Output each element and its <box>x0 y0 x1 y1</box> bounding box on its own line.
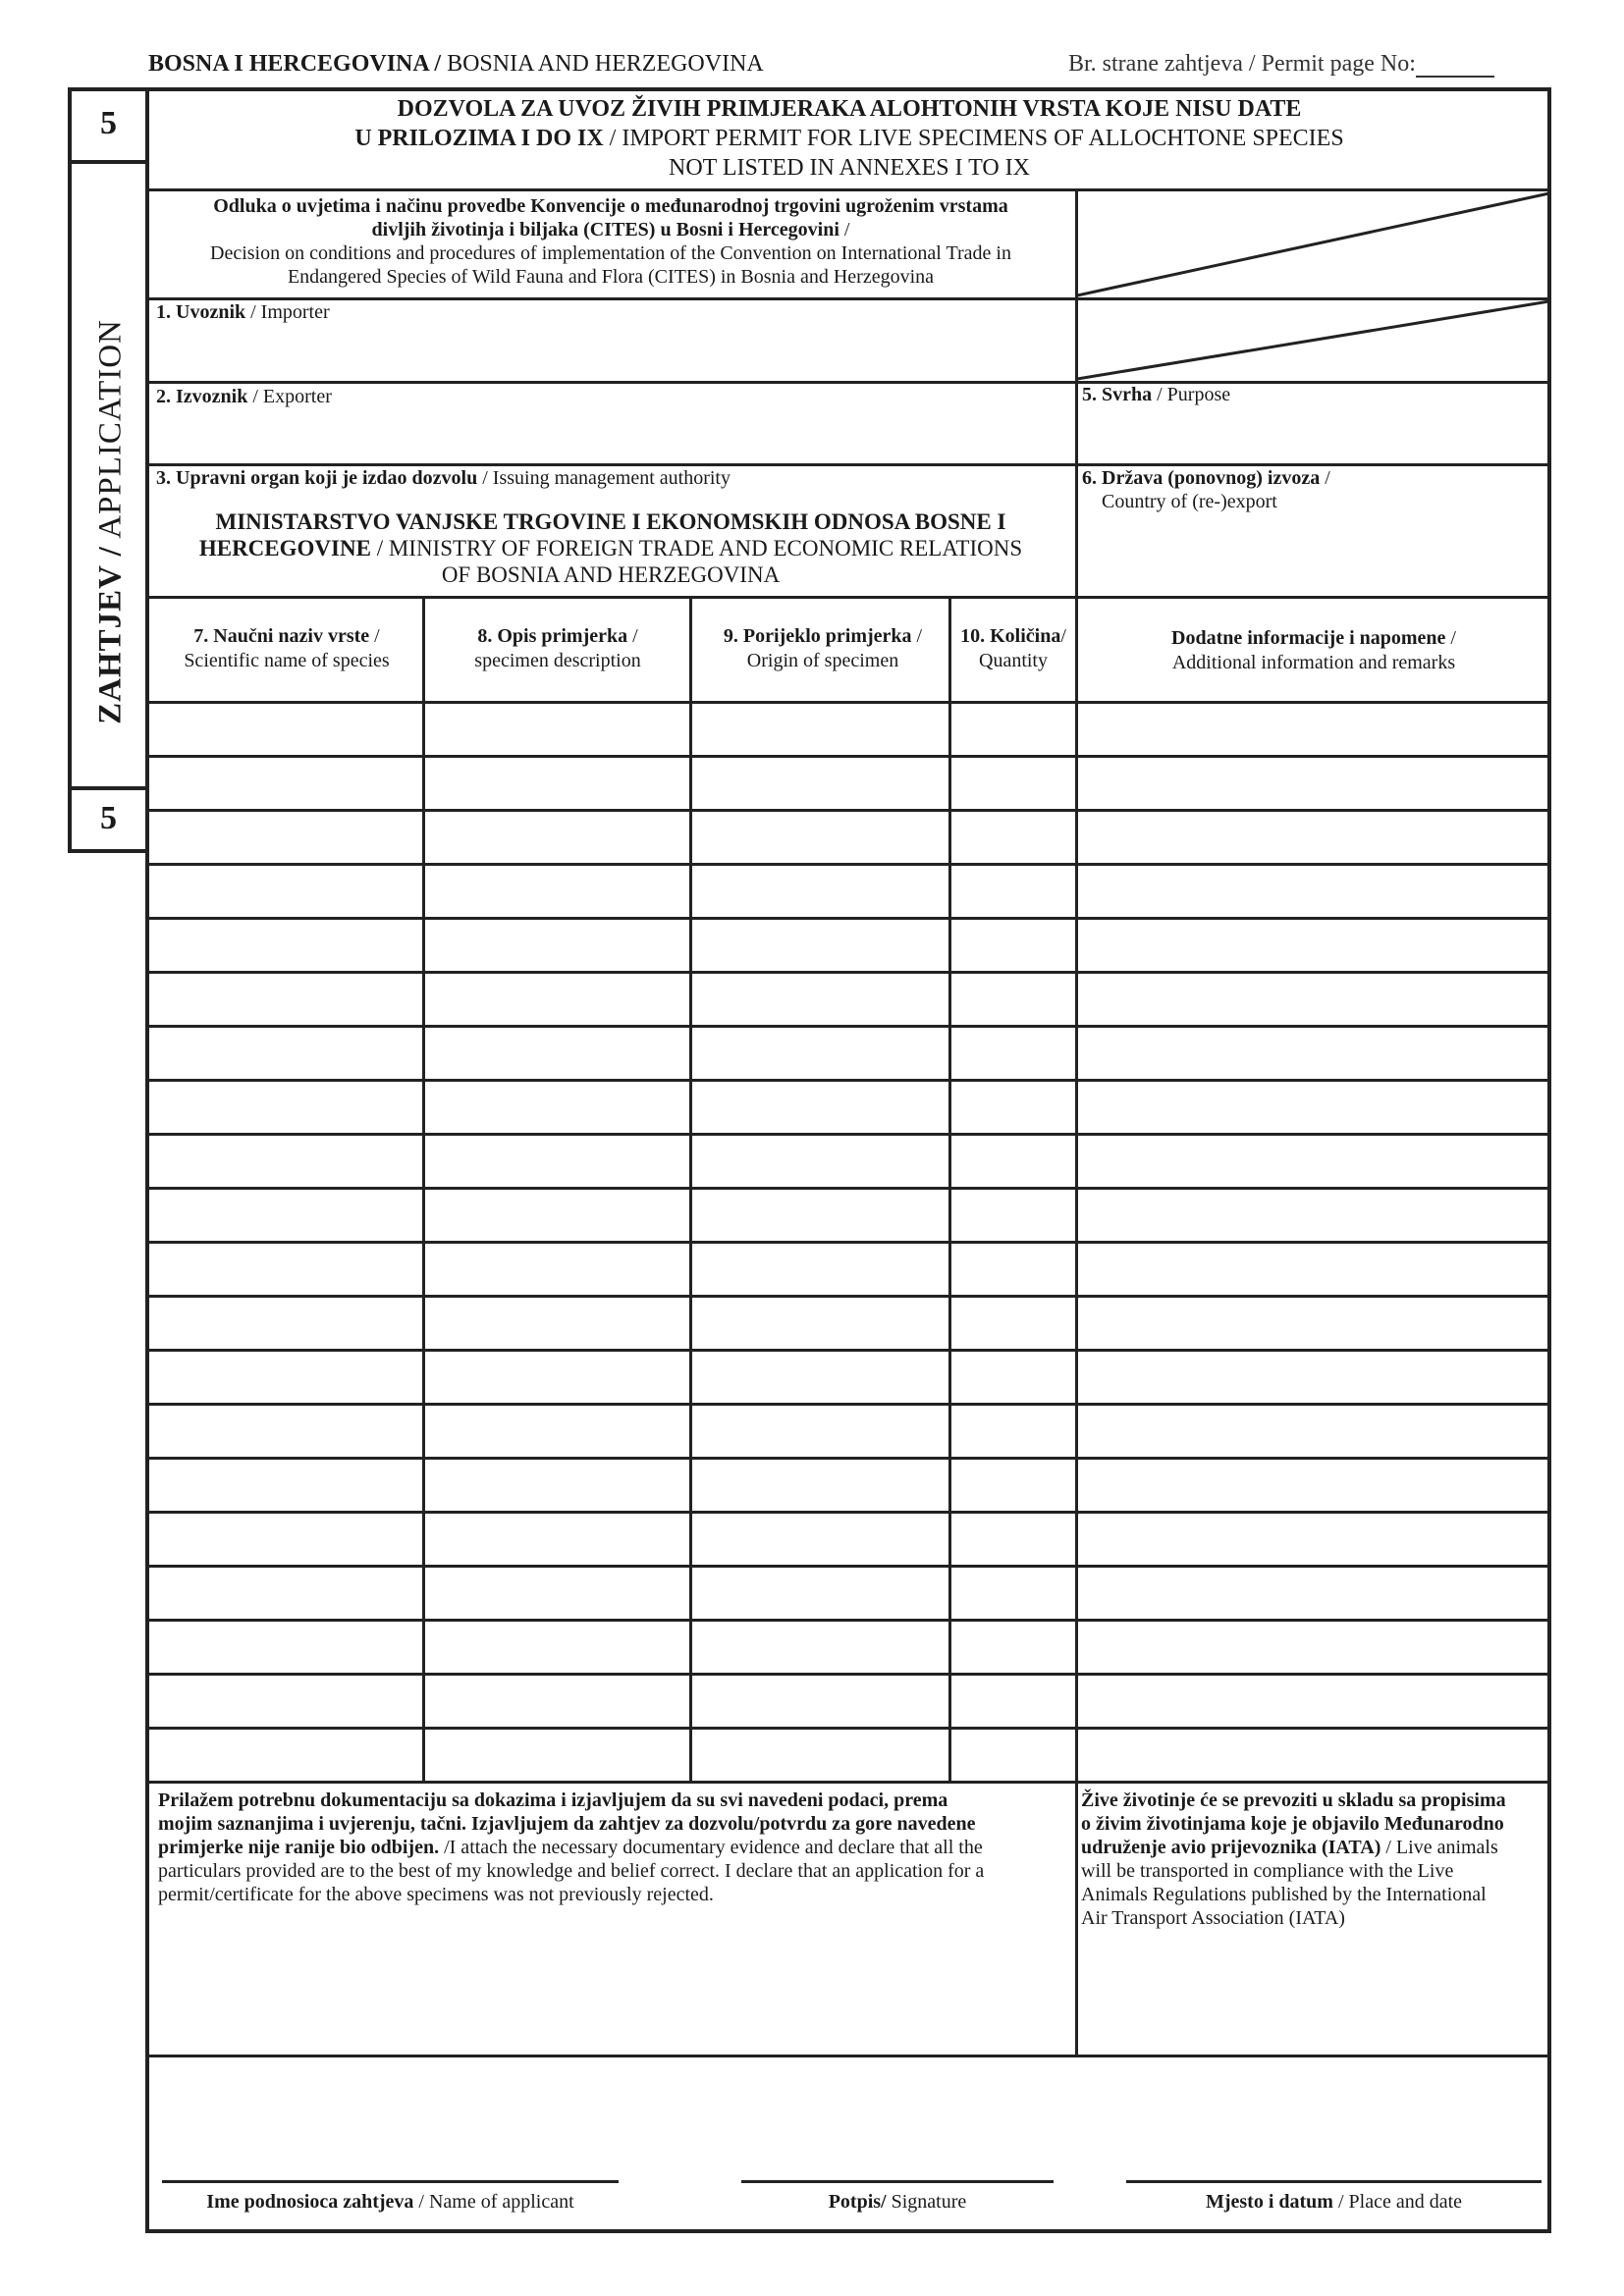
decision-en-line2: Endangered Species of Wild Fauna and Flora (CITES) in Bosnia and Herzegovina <box>287 266 935 288</box>
sidebar-label-bs: ZAHTJEV / <box>92 546 129 724</box>
header-country <box>148 51 764 78</box>
purpose-label-en: / Purpose <box>1152 384 1231 405</box>
applicant-name-en: / Name of applicant <box>413 2191 574 2213</box>
table-row <box>147 1403 1551 1406</box>
place-date-line[interactable] <box>1126 2180 1542 2183</box>
col-qty-sep: / <box>1060 625 1066 647</box>
importer-label-bs: 1. Uvoznik <box>156 301 246 323</box>
place-date-en: / Place and date <box>1332 2191 1463 2213</box>
sidebar-vertical-label <box>93 316 130 728</box>
country-label-bs: 6. Država (ponovnog) izvoza <box>1082 467 1321 489</box>
importer-label-en: / Importer <box>245 301 330 323</box>
country-en: BOSNIA AND HERZEGOVINA <box>441 51 764 77</box>
divider-authority <box>147 596 1551 599</box>
table-row <box>147 1781 1551 1784</box>
table-row <box>147 755 1551 758</box>
applicant-name-line[interactable] <box>162 2180 619 2183</box>
purpose-label-bs: 5. Svrha <box>1082 384 1153 405</box>
signature-en: Signature <box>886 2191 967 2213</box>
iata-en-line5: Animals Regulations published by the International <box>1081 1884 1487 1905</box>
exporter-field[interactable] <box>156 385 1069 461</box>
column-header-quantity <box>952 624 1074 673</box>
col-origin-en: Origin of specimen <box>746 650 899 671</box>
table-row <box>147 1025 1551 1028</box>
decision-bs-line2: divljih životinja i biljaka (CITES) u Bosni i Hercegovini <box>371 219 839 240</box>
decl-en-line4: particulars provided are to the best of my knowledge and belief correct. I declare that an application for a <box>158 1860 985 1882</box>
sidebar-separator-bottom <box>72 786 145 790</box>
table-row <box>147 1727 1551 1730</box>
title-line2-en: / IMPORT PERMIT FOR LIVE SPECIMENS OF ALLOCHTONE SPECIES <box>603 126 1344 151</box>
permit-page-label: Br. strane zahtjeva / Permit page No: <box>1068 51 1416 77</box>
sidebar-label-en: APPLICATION <box>92 319 129 547</box>
col-species-en: Scientific name of species <box>184 650 390 671</box>
col-remarks-bs: Dodatne informacije i napomene <box>1171 627 1446 649</box>
place-date-label <box>1126 2191 1542 2214</box>
col-desc-sep: / <box>627 625 638 647</box>
column-header-species <box>150 624 423 673</box>
exporter-label-en: / Exporter <box>247 386 332 407</box>
exporter-label-bs: 2. Izvoznik <box>156 386 248 407</box>
signature-bs: Potpis/ <box>828 2191 887 2213</box>
decision-bs-line1: Odluka o uvjetima i načinu provedbe Konvencije o međunarodnoj trgovini ugroženim vrstama <box>213 195 1008 217</box>
country-field[interactable] <box>1082 466 1543 594</box>
permit-page-no[interactable] <box>1068 51 1494 78</box>
decl-bs-line1: Prilažem potrebnu dokumentaciju sa dokazima i izjavljujem da su svi navedeni podaci, prema <box>158 1789 948 1811</box>
iata-en-line6: Air Transport Association (IATA) <box>1081 1907 1345 1929</box>
place-date-bs: Mjesto i datum <box>1205 2191 1333 2213</box>
column-header-description <box>425 624 690 673</box>
col-desc-bs: 8. Opis primjerka <box>477 625 628 647</box>
table-row <box>147 1673 1551 1676</box>
declaration-text <box>158 1789 1071 1906</box>
table-row <box>147 1619 1551 1622</box>
iata-bs-line2: o živim životinjama koje je objavilo Međunarodno <box>1081 1813 1504 1835</box>
title-line2 <box>147 124 1551 153</box>
authority-field <box>156 466 1069 490</box>
decl-bs-line2: mojim saznanjima i uvjerenju, tačni. Izjavljujem da zahtjev za dozvolu/potvrdu za gore navedene <box>158 1813 976 1835</box>
table-row <box>147 971 1551 974</box>
iata-text <box>1081 1789 1546 1930</box>
form-title <box>147 94 1551 183</box>
authority-name-bs2: HERCEGOVINE <box>198 536 371 561</box>
table-row <box>147 1295 1551 1298</box>
col-species-sep: / <box>369 625 380 647</box>
authority-name-en1: / MINISTRY OF FOREIGN TRADE AND ECONOMIC RELATIONS <box>370 536 1023 561</box>
col-qty-en: Quantity <box>979 650 1048 671</box>
table-row <box>147 1133 1551 1136</box>
col-origin-bs: 9. Porijeklo primjerka <box>723 625 912 647</box>
table-row <box>147 1187 1551 1190</box>
table-row <box>147 1565 1551 1568</box>
col-species-bs: 7. Naučni naziv vrste <box>193 625 370 647</box>
table-row <box>147 1511 1551 1514</box>
authority-name-en2: OF BOSNIA AND HERZEGOVINA <box>441 562 781 587</box>
column-header-remarks <box>1078 626 1549 675</box>
authority-label-en: / Issuing management authority <box>477 467 731 489</box>
permit-page-field[interactable] <box>1416 56 1494 78</box>
sidebar-tab <box>68 87 145 853</box>
col-remarks-sep: / <box>1445 627 1456 649</box>
crossed-out-box-1 <box>1077 191 1549 297</box>
column-header-origin <box>694 624 951 673</box>
table-row <box>147 809 1551 812</box>
importer-field[interactable] <box>156 300 1069 379</box>
title-line1: DOZVOLA ZA UVOZ ŽIVIH PRIMJERAKA ALOHTONIH VRSTA KOJE NISU DATE <box>397 96 1302 122</box>
authority-name <box>149 508 1072 588</box>
decision-text <box>149 194 1072 289</box>
table-row <box>147 1241 1551 1244</box>
iata-en-line4: will be transported in compliance with the Live <box>1081 1860 1454 1882</box>
table-row <box>147 917 1551 920</box>
purpose-field[interactable] <box>1082 383 1543 461</box>
divider-column-header <box>147 701 1551 704</box>
sidebar-number-top: 5 <box>100 105 117 141</box>
sidebar-separator-top <box>72 160 145 164</box>
country-bs: BOSNA I HERCEGOVINA / <box>148 51 442 77</box>
col-remarks-en: Additional information and remarks <box>1171 652 1456 673</box>
title-line2-bs: U PRILOZIMA I DO IX <box>354 126 604 151</box>
decl-bs-line3: primjerke nije ranije bio odbijen. <box>158 1837 440 1858</box>
authority-name-bs1: MINISTARSTVO VANJSKE TRGOVINE I EKONOMSKIH ODNOSA BOSNE I <box>215 509 1006 534</box>
table-row <box>147 1457 1551 1460</box>
divider-declaration-middle <box>1075 1782 1078 2056</box>
col-qty-bs: 10. Količina <box>960 625 1061 647</box>
decision-sep: / <box>839 219 850 240</box>
decl-en-line5: permit/certificate for the above specimens was not previously rejected. <box>158 1884 714 1905</box>
applicant-name-bs: Ime podnosioca zahtjeva <box>206 2191 414 2213</box>
decl-en-line3: /I attach the necessary documentary evidence and declare that all the <box>439 1837 983 1858</box>
iata-en-line3: / Live animals <box>1380 1837 1498 1858</box>
signature-label <box>741 2191 1054 2214</box>
crossed-out-box-2 <box>1077 299 1549 381</box>
table-row <box>147 1079 1551 1082</box>
authority-label-bs: 3. Upravni organ koji je izdao dozvolu <box>156 467 478 489</box>
iata-bs-line1: Žive životinje će se prevoziti u skladu sa propisima <box>1081 1789 1506 1811</box>
applicant-name-label <box>157 2191 623 2214</box>
country-label-en: Country of (re-)export <box>1102 491 1277 512</box>
signature-line[interactable] <box>741 2180 1054 2183</box>
country-label-sep: / <box>1320 467 1330 489</box>
decision-en-line1: Decision on conditions and procedures of implementation of the Convention on International Trade in <box>210 242 1011 264</box>
col-desc-en: specimen description <box>474 650 641 671</box>
table-row <box>147 863 1551 866</box>
table-row <box>147 1349 1551 1352</box>
sidebar-number-bottom: 5 <box>100 800 117 836</box>
iata-bs-line3: udruženje avio prijevoznika (IATA) <box>1081 1837 1381 1858</box>
col-origin-sep: / <box>911 625 923 647</box>
title-line3: NOT LISTED IN ANNEXES I TO IX <box>669 155 1030 181</box>
divider-declaration-bottom <box>147 2055 1551 2057</box>
